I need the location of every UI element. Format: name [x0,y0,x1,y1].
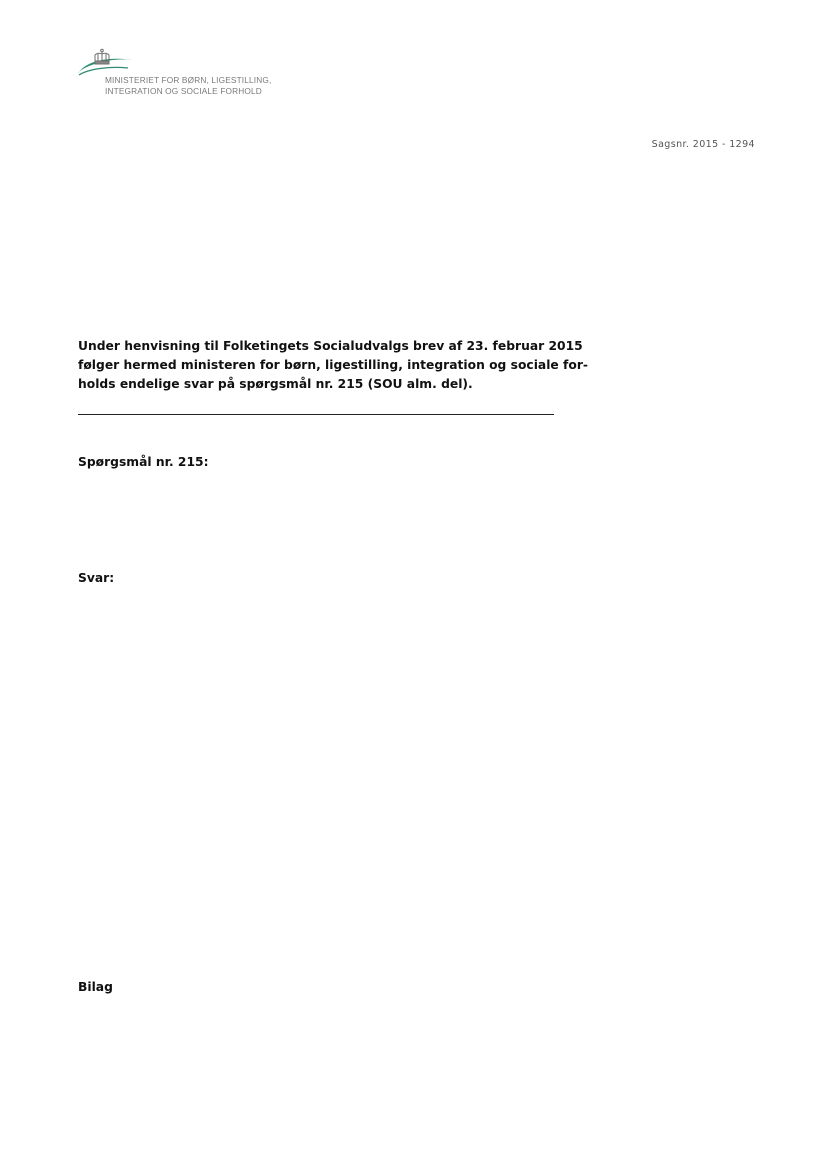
question-heading: Spørgsmål nr. 215: [78,455,209,469]
ministry-name [105,75,271,96]
ministry-name-line-2: INTEGRATION OG SOCIALE FORHOLD [105,85,262,96]
intro-paragraph [78,337,598,394]
ministry-name-line-1: MINISTERIET FOR BØRN, LIGESTILLING, [105,75,272,85]
intro-line-3: holds endelige svar på spørgsmål nr. 215 (SOU alm. del). [78,377,473,391]
answer-heading: Svar: [78,571,115,585]
horizontal-divider [78,414,554,415]
attachment-heading: Bilag [78,980,113,994]
intro-line-1: Under henvisning til Folketingets Socialudvalgs brev af 23. februar 2015 [78,339,583,353]
ministry-logo [76,44,276,100]
case-number: Sagsnr. 2015 - 1294 [651,139,755,150]
intro-line-2: følger hermed ministeren for børn, ligestilling, integration og sociale for- [78,358,589,372]
